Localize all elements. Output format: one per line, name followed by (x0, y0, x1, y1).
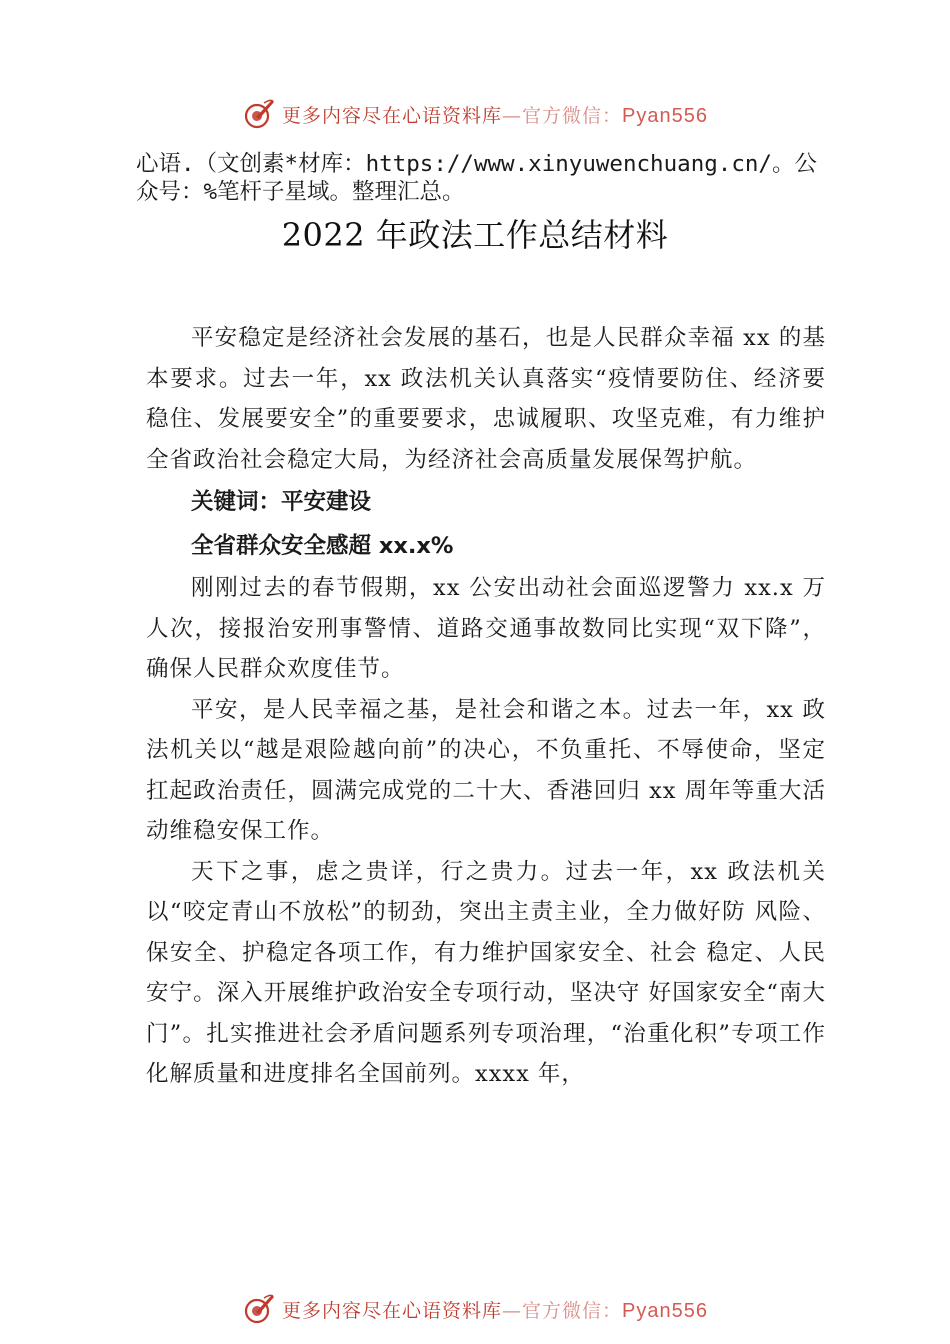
header-banner (0, 94, 950, 134)
subheading-safety: 全省群众安全感超 xx.x% (191, 533, 454, 559)
banner-text: 更多内容尽在心语资料库—官方微信：Pyan556 (282, 1299, 708, 1322)
paragraph-intro: 平安稳定是经济社会发展的基石，也是人民群众幸福 xx 的基本要求。过去一年，xx 政法机关认真落实“疫情要防住、经济要稳住、发展要安全”的重要要求，忠诚履职、攻坚克难，有力维护全省政治社会稳定大局，为经济社会高质量发展保驾护航。 (146, 325, 826, 473)
document-body (146, 318, 826, 1095)
paragraph-spring-festival: 刚刚过去的春节假期，xx 公安出动社会面巡逻警力 xx.x 万人次，接报治安刑事警情、道路交通事故数同比实现“双下降”，确保人民群众欢度佳节。 (146, 575, 826, 682)
footer-banner (0, 1289, 950, 1329)
paragraph-peace: 平安，是人民幸福之基，是社会和谐之本。过去一年，xx 政法机关以“越是艰险越向前”的决心，不负重托、不辱使命，坚定扛起政治责任，圆满完成党的二十大、香港回归 xx 周年等重大活动维稳安保工作。 (146, 696, 826, 844)
quill-logo-icon (242, 97, 276, 131)
paragraph-world-affairs: 天下之事，虑之贵详，行之贵力。过去一年，xx 政法机关以“咬定青山不放松”的韧劲，突出主责主业，全力做好防 风险、保安全、护稳定各项工作，有力维护国家安全、社会 稳定、人民安宁。深入开展维护政治安全专项行动，坚决守 好国家安全“南大门”。扎实推进社会矛盾问题系列专项治理，“治重化积”专项工作化解质量和进度排名全国前列。xxxx 年， (146, 858, 826, 1087)
source-note: 心语.（文创素*材库：https://www.xinyuwenchuang.cn/。公众号：%笔杆子星域。整理汇总。 (136, 151, 817, 205)
banner-text: 更多内容尽在心语资料库—官方微信：Pyan556 (282, 104, 708, 127)
document-title: 2022 年政法工作总结材料 (281, 216, 669, 254)
keyword-heading: 关键词：平安建设 (191, 489, 372, 515)
quill-logo-icon (242, 1292, 276, 1326)
